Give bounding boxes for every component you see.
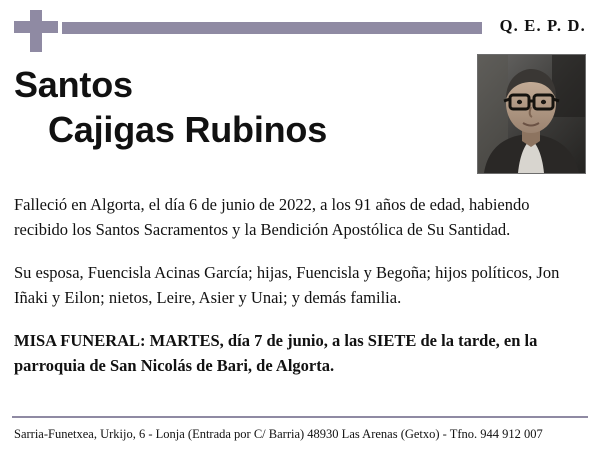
cross-icon [14, 10, 58, 52]
deceased-name-block [0, 52, 600, 192]
notice-body [0, 192, 600, 378]
portrait-photo-graphic [478, 55, 585, 173]
funeral-mass-paragraph: MISA FUNERAL: MARTES, día 7 de junio, a las SIETE de la tarde, en la parroquia de San Nicolás de Bari, de Algorta. [14, 331, 538, 375]
header-band [62, 22, 482, 34]
portrait-photo [477, 54, 586, 174]
family-paragraph: Su esposa, Fuencisla Acinas García; hijas, Fuencisla y Begoña; hijos políticos, Jon Iñaki y Eilon; nietos, Leire, Asier y Unai; y demás familia. [14, 263, 560, 307]
deceased-last-name: Cajigas Rubinos [48, 109, 328, 150]
qepd-label: Q. E. P. D. [499, 16, 586, 35]
footer-divider [12, 416, 588, 418]
notice-header [0, 0, 600, 52]
death-paragraph: Falleció en Algorta, el día 6 de junio de 2022, a los 91 años de edad, habiendo recibido los Santos Sacramentos y la Bendición Apostólica de Su Santidad. [14, 195, 530, 239]
deceased-first-name: Santos [14, 64, 133, 105]
funeral-home-info: Sarria-Funetxea, Urkijo, 6 - Lonja (Entrada por C/ Barria) 48930 Las Arenas (Getxo) - Tfno. 944 912 007 [14, 427, 543, 441]
cross-horizontal-bar [14, 21, 58, 33]
